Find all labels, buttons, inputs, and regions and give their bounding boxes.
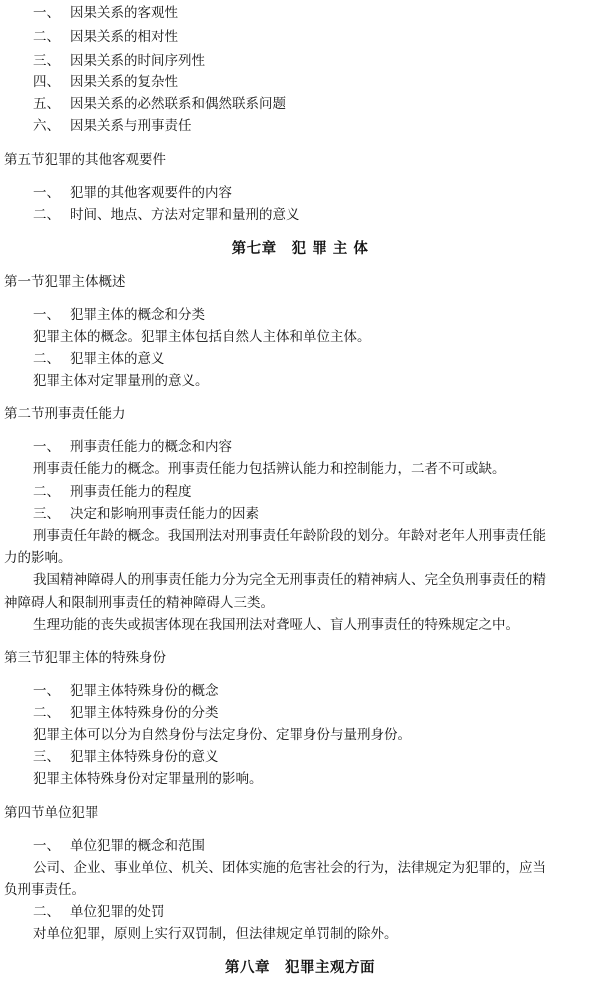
- list-item: [33, 72, 178, 92]
- item-number: 二、: [33, 484, 60, 500]
- paragraph: 刑事责任年龄的概念。我国刑法对刑事责任年龄阶段的划分。年龄对老年人刑事责任能: [33, 528, 546, 544]
- item-number: 六、: [33, 118, 60, 134]
- section-heading: 第二节刑事责任能力: [4, 406, 126, 422]
- section-heading: 第一节犯罪主体概述: [4, 274, 126, 290]
- list-item: [33, 349, 165, 369]
- section-heading: 第三节犯罪主体的特殊身份: [4, 650, 166, 666]
- item-number: 一、: [33, 439, 60, 455]
- paragraph: 犯罪主体对定罪量刑的意义。: [33, 373, 209, 389]
- item-number: 一、: [33, 838, 60, 854]
- paragraph: 犯罪主体可以分为自然身份与法定身份、定罪身份与量刑身份。: [33, 727, 411, 743]
- item-text: 犯罪主体特殊身份的概念: [70, 683, 219, 699]
- list-item: [33, 3, 178, 23]
- item-number: 二、: [33, 351, 60, 367]
- chapter-heading: 第八章 犯罪主观方面: [225, 959, 375, 976]
- list-item: [33, 305, 205, 325]
- item-text: 因果关系的时间序列性: [70, 53, 205, 69]
- item-number: 二、: [33, 29, 60, 45]
- item-text: 因果关系的必然联系和偶然联系问题: [70, 96, 286, 112]
- paragraph: 生理功能的丧失或损害体现在我国刑法对聋哑人、盲人刑事责任的特殊规定之中。: [33, 617, 519, 633]
- item-number: 五、: [33, 96, 60, 112]
- section-heading: 第四节单位犯罪: [4, 805, 99, 821]
- item-number: 四、: [33, 74, 60, 90]
- list-item: [33, 747, 219, 767]
- item-number: 三、: [33, 749, 60, 765]
- item-text: 因果关系的复杂性: [70, 74, 178, 90]
- item-text: 因果关系与刑事责任: [70, 118, 192, 134]
- item-text: 犯罪主体特殊身份的分类: [70, 705, 219, 721]
- list-item: [33, 504, 259, 524]
- chapter-heading: 第七章 犯 罪 主 体: [231, 240, 369, 257]
- item-text: 犯罪的其他客观要件的内容: [70, 185, 232, 201]
- item-number: 二、: [33, 207, 60, 223]
- paragraph-continuation: 力的影响。: [4, 550, 72, 566]
- list-item: [33, 51, 205, 71]
- list-item: [33, 836, 205, 856]
- paragraph: 刑事责任能力的概念。刑事责任能力包括辨认能力和控制能力，二者不可或缺。: [33, 461, 506, 477]
- list-item: [33, 681, 219, 701]
- list-item: [33, 902, 165, 922]
- list-item: [33, 703, 219, 723]
- item-text: 单位犯罪的概念和范围: [70, 838, 205, 854]
- list-item: [33, 183, 232, 203]
- item-text: 单位犯罪的处罚: [70, 904, 165, 920]
- item-text: 刑事责任能力的概念和内容: [70, 439, 232, 455]
- item-text: 因果关系的客观性: [70, 5, 178, 21]
- item-number: 一、: [33, 185, 60, 201]
- item-number: 一、: [33, 307, 60, 323]
- list-item: [33, 437, 232, 457]
- paragraph-continuation: 负刑事责任。: [4, 882, 85, 898]
- item-number: 一、: [33, 683, 60, 699]
- item-text: 因果关系的相对性: [70, 29, 178, 45]
- section-heading: 第五节犯罪的其他客观要件: [4, 152, 166, 168]
- list-item: [33, 27, 178, 47]
- item-text: 犯罪主体特殊身份的意义: [70, 749, 219, 765]
- item-text: 犯罪主体的概念和分类: [70, 307, 205, 323]
- item-number: 三、: [33, 506, 60, 522]
- paragraph: 犯罪主体特殊身份对定罪量刑的影响。: [33, 771, 263, 787]
- paragraph-continuation: 神障碍人和限制刑事责任的精神障碍人三类。: [4, 595, 274, 611]
- item-text: 犯罪主体的意义: [70, 351, 165, 367]
- item-number: 一、: [33, 5, 60, 21]
- item-number: 二、: [33, 904, 60, 920]
- item-text: 刑事责任能力的程度: [70, 484, 192, 500]
- paragraph: 我国精神障碍人的刑事责任能力分为完全无刑事责任的精神病人、完全负刑事责任的精: [33, 572, 546, 588]
- list-item: [33, 94, 286, 114]
- paragraph: 公司、企业、事业单位、机关、团体实施的危害社会的行为，法律规定为犯罪的，应当: [33, 860, 546, 876]
- item-text: 时间、地点、方法对定罪和量刑的意义: [70, 207, 300, 223]
- list-item: [33, 116, 192, 136]
- paragraph: 犯罪主体的概念。犯罪主体包括自然人主体和单位主体。: [33, 329, 371, 345]
- list-item: [33, 205, 300, 225]
- item-number: 三、: [33, 53, 60, 69]
- item-text: 决定和影响刑事责任能力的因素: [70, 506, 259, 522]
- item-number: 二、: [33, 705, 60, 721]
- list-item: [33, 482, 192, 502]
- paragraph: 对单位犯罪，原则上实行双罚制，但法律规定单罚制的除外。: [33, 926, 398, 942]
